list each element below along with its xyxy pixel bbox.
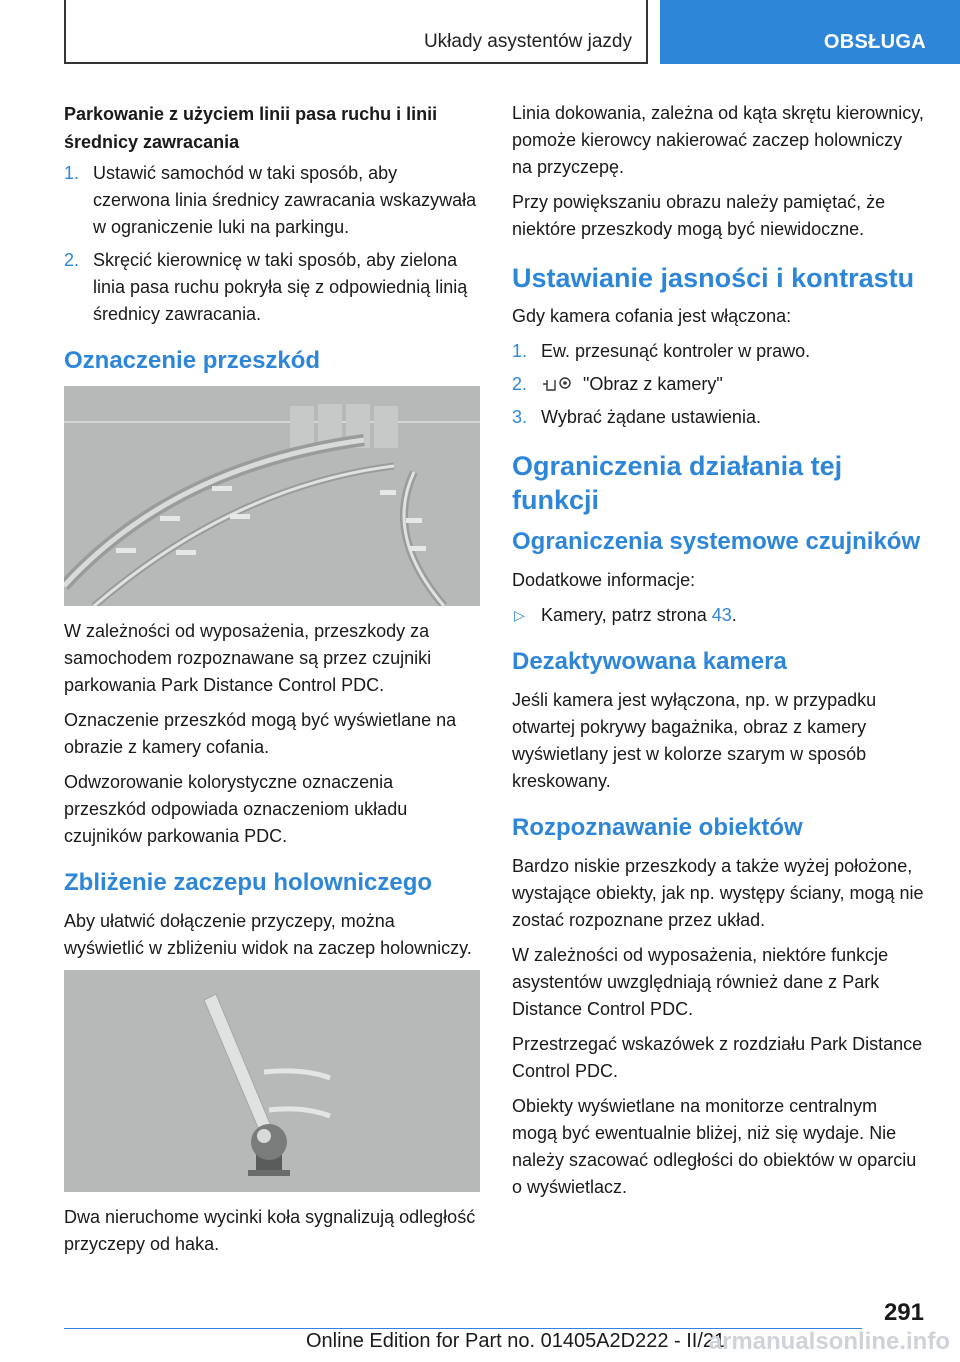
section-tab [660,0,960,64]
right-column [512,100,926,1209]
hitch-caption: Dwa nieruchome wycinki koła sygnalizują odległość przyczepy od haka. [64,1207,476,1254]
intro-para-2: Przy powiększaniu obrazu należy pamiętać, że niektóre przeszkody mogą być niewidoczne. [512,192,886,239]
step-text: Wybrać żądane ustawienia. [541,407,761,427]
section-label: OBSŁUGA [823,31,926,53]
list-item [512,371,926,398]
obstacle-para-1: W zależności od wyposażenia, przeszkody za samochodem rozpoznawane są przez czujniki parkowania Park Distance Control PDC. [64,621,432,695]
heading-brightness: Ustawianie jasności i kontrastu [512,263,915,293]
heading-obstacle: Oznaczenie przeszkód [64,347,321,374]
brightness-steps [512,338,926,431]
detect-para-4: Obiekty wyświetlane na monitorze centralnym mogą być ewentualnie bliżej, niż się wydaje. Nie należy szacować odległości do obiektów w oparciu o wyświetlacz. [512,1096,917,1197]
obstacle-marking-illustration [64,386,480,606]
step-number: 2. [64,250,80,270]
brightness-para: Gdy kamera cofania jest włączona: [512,306,792,326]
page-link[interactable]: 43 [711,605,732,625]
step-text: "Obraz z kamery" [583,374,723,394]
heading-limits: Ograniczenia działania tej funkcji [512,451,843,515]
left-column [64,100,478,1266]
list-item [512,404,926,431]
step-text: Skręcić kierownicę w taki sposób, aby zielona linia pasa ruchu pokryła się z odpowiednią linią średnicy zawracania. [93,250,468,324]
list-item [64,247,478,328]
heading-sensor-limits: Ograniczenia systemowe czujników [512,528,921,555]
hitch-zoom-illustration [64,970,480,1192]
list-item [512,602,926,629]
edition-text: Online Edition for Part no. 01405A2D222 - II/21 [306,1330,726,1352]
camera-settings-icon [541,374,575,394]
obstacle-para-3: Odwzorowanie kolorystyczne oznaczenia przeszkód odpowiada oznaczeniom układu czujników parkowania PDC. [64,772,408,846]
detect-para-1: Bardzo niskie przeszkody a także wyżej położone, wystające obiekty, jak np. występy ściany, mogą nie zostać rozpoznane przez układ. [512,856,924,930]
list-item [64,160,478,241]
detect-para-2: W zależności od wyposażenia, niektóre funkcje asystentów uwzględniają również dane z Park Distance Control PDC. [512,945,889,1019]
step-text: Ew. przesunąć kontroler w prawo. [541,341,811,361]
header-box [64,0,648,64]
parking-steps [64,160,478,328]
heading-object-detection: Rozpoznawanie obiektów [512,814,803,841]
bullet-marker: ▷ [514,607,525,623]
list-item [512,338,926,365]
intro-para-1: Linia dokowania, zależna od kąta skrętu kierownicy, pomoże kierowcy nakierować zaczep holowniczy na przyczepę. [512,103,924,177]
step-number: 1. [512,341,528,361]
page-number: 291 [883,1299,924,1326]
subheading-parking: Parkowanie z użyciem linii pasa ruchu i linii średnicy zawracania [64,104,438,152]
watermark-logo: armanualsonline.info [708,1328,950,1355]
chapter-title: Układy asystentów jazdy [423,31,632,52]
disabled-para: Jeśli kamera jest wyłączona, np. w przypadku otwartej pokrywy bagażnika, obraz z kamery wyświetlany jest w kolorze szarym w sposób kreskowany. [512,690,877,791]
step-number: 1. [64,163,80,183]
heading-hitch: Zbliżenie zaczepu holowniczego [64,869,433,896]
obstacle-para-2: Oznaczenie przeszkód mogą być wyświetlane na obrazie z kamery cofania. [64,710,457,757]
sensor-para: Dodatkowe informacje: [512,570,696,590]
hitch-para: Aby ułatwić dołączenie przyczepy, można wyświetlić w zbliżeniu widok na zaczep holowniczy. [64,911,472,958]
heading-disabled-camera: Dezaktywowana kamera [512,648,787,675]
step-number: 3. [512,407,528,427]
bullet-text: Kamery, patrz strona [541,605,712,625]
step-number: 2. [512,374,528,394]
sensor-bullets [512,602,926,629]
step-text: Ustawić samochód w taki sposób, aby czerwona linia średnicy zawracania wskazywała w ograniczenie luki na parkingu. [93,163,477,237]
detect-para-3: Przestrzegać wskazówek z rozdziału Park Distance Control PDC. [512,1034,923,1081]
bullet-suffix: . [731,605,737,625]
